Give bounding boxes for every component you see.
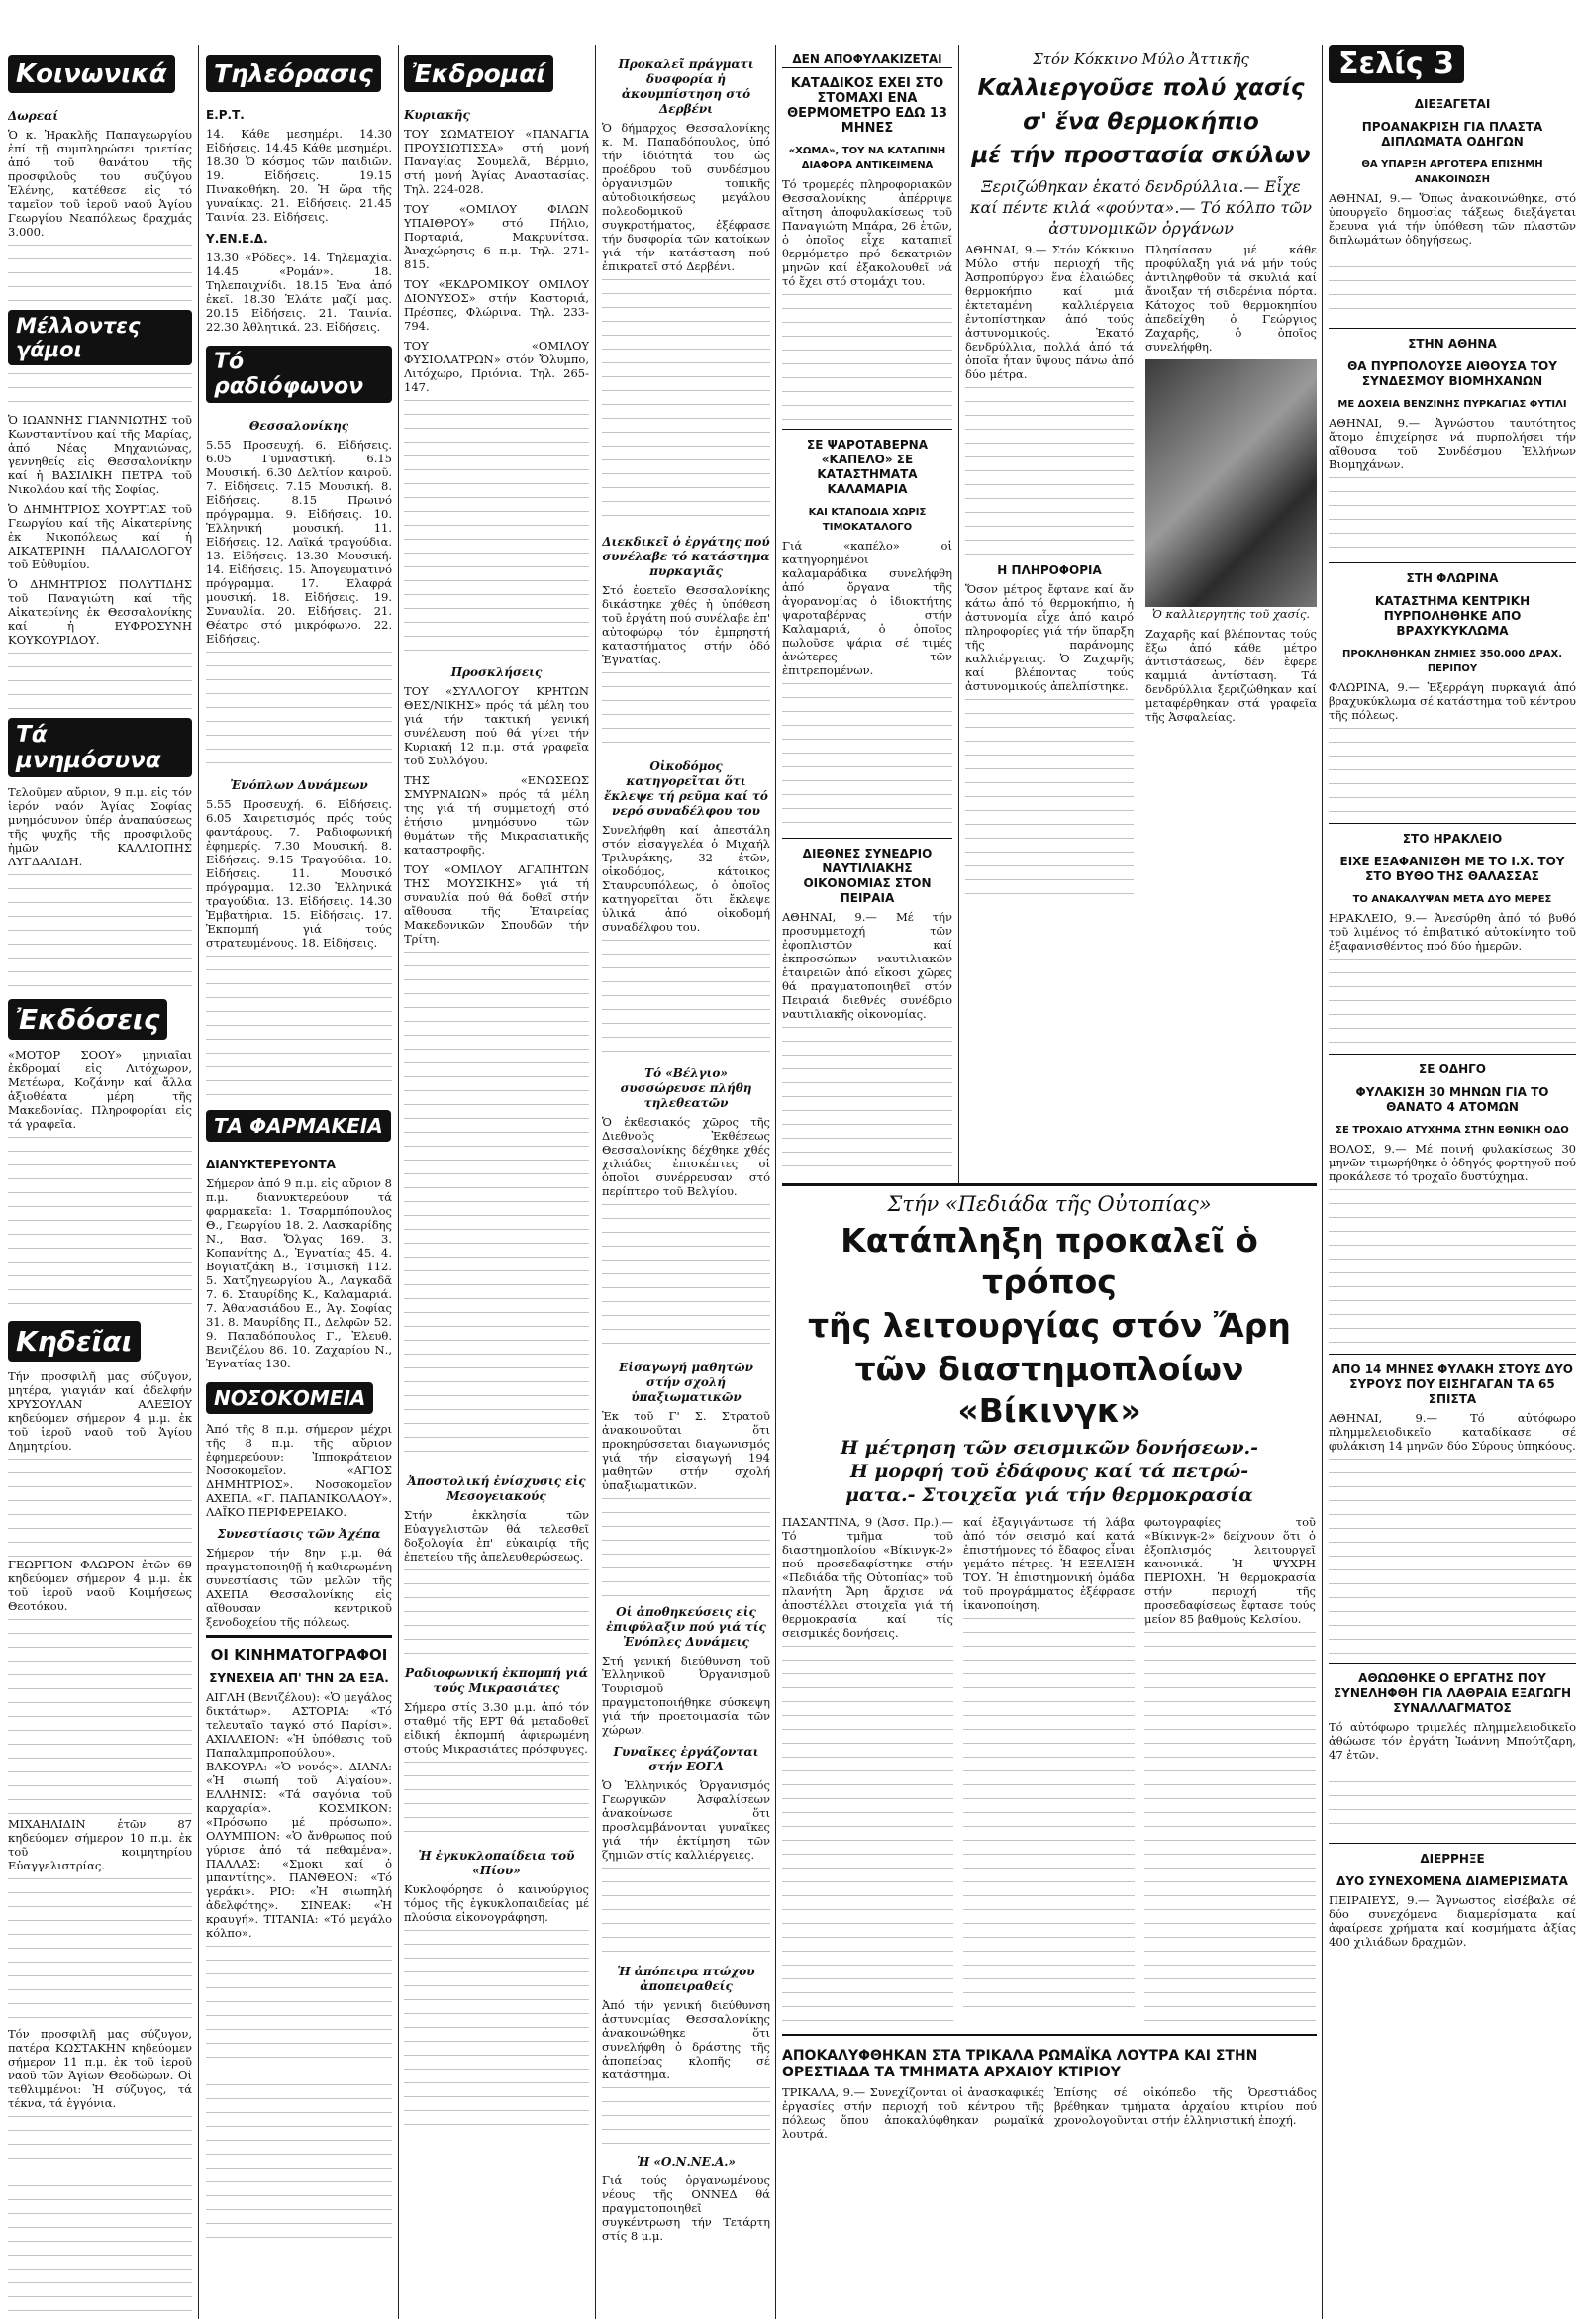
text-block xyxy=(1329,1768,1576,1837)
text-block xyxy=(782,294,952,423)
column-rule xyxy=(958,45,959,1183)
brief-kicker: ΔΙΕΞΑΓΕΤΑΙ xyxy=(1414,97,1491,111)
text-block xyxy=(206,652,392,770)
pharmacies-subheading: ΔΙΑΝΥΚΤΕΡΕΥΟΝΤΑ xyxy=(206,1158,336,1171)
excursion-item: ΤΟΥ «ΟΜΙΛΟΥ ΦΙΛΩΝ ΥΠΑΙΘΡΟΥ» στό Πήλιο, Πορταριά, Μακρυνίτσα. Ἀναχώρησις 6 π.μ. Τηλ. 271-815. xyxy=(404,202,589,271)
column-excursions xyxy=(404,50,589,2317)
article-heading: Ἡ ἀπόπειρα πτώχου ἀποπειραθείς xyxy=(617,1965,755,1993)
sunday-heading: Κυριακῆς xyxy=(404,108,470,122)
pharmacies-list: Σήμερον ἀπό 9 π.μ. εἰς αὔριον 8 π.μ. διανυκτερεύουν τά φαρμακεῖα: 1. Τσαρμπόπουλος Θ., Γεωργίου 18. 2. Λασκαρίδης Ν., Βασ. Ὄλγας 169. 3. Κοπανίτης Δ., Ἐγνατίας 45. 4. Βογιατζάκη Β., Τσιμισκῆ 112. 5. Χατζηγεωργίου Ἀ., Λαγκαδᾶ 7. 6. Σταυρίδης Κ., Καλαμαριά. 7. Ἀθανασιάδου Ε., Ἁγ. Σοφίας 31. 8. Μαυρίδης Π., Δελφῶν 52. 9. Παπαδόπουλος Γ., Ἐλευθ. Βενιζέλου 86. 10. Ζαχαρίου Ν., Ἐγνατίας 130. xyxy=(206,1176,392,1370)
section-header-funerals: Κηδεῖαι xyxy=(8,1321,141,1362)
section-header-social: Κοινωνικά xyxy=(8,55,175,93)
text-block xyxy=(8,373,192,413)
brief-text: ΒΟΛΟΣ, 9.— Μέ ποινή φυλακίσεως 30 μηνῶν τιμωρήθηκε ὁ ὁδηγός φορτηγοῦ πού προκάλεσε τό τροχαῖο δυστύχημα. xyxy=(1329,1142,1576,1183)
article-heading: Οἰκοδόμος κατηγορεῖται ὅτι ἔκλεψε τή ρεῦμα καί τό νερό συναδέλφου του xyxy=(604,759,768,818)
brief-kicker: ΣΕ ΟΔΗΓΟ xyxy=(1419,1062,1486,1076)
text-block xyxy=(1329,477,1576,556)
invitation-item: ΤΟΥ «ΣΥΛΛΟΓΟΥ ΚΡΗΤΩΝ ΘΕΣ/ΝΙΚΗΣ» πρός τά μέλη του γιά τήν τακτική γενική συνέλευση πού θά γίνει τήν Κυριακή 12 π.μ. στά γραφεῖα τοῦ Συλλόγου. xyxy=(404,684,589,767)
text-block xyxy=(602,1498,770,1597)
column-social xyxy=(8,50,192,2317)
column-local-news xyxy=(602,50,770,2317)
article-kicker: ΔΕΝ ΑΠΟΦΥΛΑΚΙΖΕΤΑΙ xyxy=(782,52,952,68)
main-story xyxy=(782,1183,1317,2320)
article-text: Στό ἐφετεῖο Θεσσαλονίκης δικάστηκε χθές ἡ ὑπόθεση τοῦ ἐργάτη πού συνέλαβε ἐπ' αὐτοφώρῳ τόν ἐμπρηστή καταστήματος στήν ὁδό Ἐγνατίας. xyxy=(602,583,770,666)
article-deck: Ξεριζώθηκαν ἑκατό δενδρύλλια.— Εἶχε καί πέντε κιλά «φούντα».— Τό κόλπο τῶν ἀστυνομικῶν ὀργάνων xyxy=(969,177,1312,238)
article-kicker: Στόν Κόκκινο Μύλο Ἀττικῆς xyxy=(1033,51,1249,68)
article-headline: σ' ἕνα θερμοκήπιο xyxy=(1023,109,1259,135)
hospitals-text: Ἀπό τῆς 8 π.μ. σήμερον μέχρι τῆς 8 π.μ. τῆς αὔριον ἐφημερεύουν: Ἰπποκράτειον Νοσοκομεῖον. «ΑΓΙΟΣ ΔΗΜΗΤΡΙΟΣ». Νοσοκομεῖον ΑΧΕΠΑ. «Γ. ΠΑΠΑΝΙΚΟΛΑΟΥ». ΛΑΪΚΟ ΠΕΡΙΦΕΡΕΙΑΚΟ. xyxy=(206,1422,392,1519)
text-block xyxy=(8,874,192,993)
main-deck: Η μορφή τοῦ ἐδάφους καί τά πετρώ- xyxy=(849,1461,1249,1482)
article-headline: μέ τήν προστασία σκύλων xyxy=(971,143,1311,168)
text-block xyxy=(1329,1459,1576,1657)
funeral-notice: ΓΕΩΡΓΙΟΝ ΦΛΩΡΟΝ ἐτῶν 69 κηδεύομεν σήμερον 4 μ.μ. ἐκ τοῦ ἱεροῦ ναοῦ Κοιμήσεως Θεοτόκου. xyxy=(8,1558,192,1613)
funeral-notice: Τήν προσφιλῆ μας σύζυγον, μητέρα, γιαγιάν καί ἀδελφήν ΧΡΥΣΟΥΛΑΝ ΑΛΕΞΙΟΥ κηδεύομεν σήμερον 4 μ.μ. ἐκ τοῦ ἱεροῦ ναοῦ τοῦ Ἁγίου Δημητρίου. xyxy=(8,1369,192,1453)
article-text: ΑΘΗΝΑΙ, 9.— Στόν Κόκκινο Μύλο στήν περιοχή τῆς Ἀσπροπύργου ἕνα ἐλαιώδες θερμοκήπιο καί μιά ἐκτεταμένη καλλιέργεια ἐντοπίστηκαν ἀπό τούς ἀστυνομικούς. Ἑκατό δενδρύλλια, πολλά ἀπό τά ὁποῖα ἦταν ὕψους πάνω ἀπό δύο μέτρα. xyxy=(965,243,1134,381)
excursion-item: ΤΟΥ ΣΩΜΑΤΕΙΟΥ «ΠΑΝΑΓΙΑ ΠΡΟΥΣΙΩΤΙΣΣΑ» στή μονή Παναγίας Σουμελᾶ, Βέρμιο, στή μονή Ἁγίας Αναστασίας. Τηλ. 224-028. xyxy=(404,127,589,196)
text-block xyxy=(963,1618,1135,2014)
article-text: Σήμερα στίς 3.30 μ.μ. ἀπό τόν σταθμό τῆς ΕΡΤ θά μεταδοθεῖ εἰδική ἐκπομπή ἀφιερωμένη στούς Μικρασιάτες πρόσφυγες. xyxy=(404,1700,589,1756)
text-block xyxy=(1329,728,1576,817)
secondary-headline: ΑΠΟΚΑΛΥΦΘΗΚΑΝ ΣΤΑ ΤΡΙΚΑΛΑ ΡΩΜΑΪΚΑ ΛΟΥΤΡΑ ΚΑΙ ΣΤΗΝ ΟΡΕΣΤΙΑΔΑ ΤΑ ΤΜΗΜΑΤΑ ΑΡΧΑΙΟΥ ΚΤΙΡΙΟΥ xyxy=(782,2048,1258,2080)
text-block xyxy=(965,699,1134,897)
article-text: Πλησίασαν μέ κάθε προφύλαξη γιά νά μήν τούς ἀντιληφθοῦν τά σκυλιά καί ἄνοιξαν τή σιδερένια πόρτα. Κάτοχος τοῦ θερμοκηπίου ἀπεδείχθη ὁ Γεώργιος Ζαχαρῆς, ὁ ὁποῖος συνελήφθη. xyxy=(1145,243,1317,354)
article-text: Τό τρομερές πληροφοριακῶν Θεσσαλονίκης ἀπέρριψε αἴτηση ἀποφυλακίσεως τοῦ Παναγιώτη Μπάρα, 26 ἐτῶν, ὁ ὁποῖος εἶχε καταπιεῖ θερμόμετρο πρό δεκατριῶν μηνῶν καί ἐξακολουθεῖ νά τό ἔχει στό στομάχι του. xyxy=(782,177,952,288)
wedding-notice: Ὁ ΔΗΜΗΤΡΙΟΣ ΧΟΥΡΤΙΑΣ τοῦ Γεωργίου καί τῆς Αἰκατερίνης ἐκ Νικοπόλεως καί ἡ ΑΙΚΑΤΕΡΙΝΗ ΠΑΛΑΙΟΛΟΓΟΥ τοῦ Εὐθυμίου. xyxy=(8,502,192,571)
article-body xyxy=(965,243,1317,876)
secondary-story xyxy=(782,2034,1317,2147)
brief-subheadline: ΘΑ ΥΠΑΡΞΗ ΑΡΓΟΤΕΡΑ ΕΠΙΣΗΜΗ ΑΝΑΚΟΙΝΩΣΗ xyxy=(1361,159,1543,185)
brief-kicker: ΣΤΗΝ ΑΘΗΝΑ xyxy=(1408,337,1497,351)
article-text: Κυκλοφόρησε ὁ καινούργιος τόμος τῆς ἐγκυκλοπαιδείας μέ πλούσια εἰκονογράφηση. xyxy=(404,1882,589,1924)
main-kicker: Στήν «Πεδιάδα τῆς Οὐτοπίας» xyxy=(887,1192,1212,1216)
secondary-text: ΤΡΙΚΑΛΑ, 9.— Συνεχίζονται οἱ ἀνασκαφικές ἐργασίες στήν περιοχή τοῦ κέντρου τῆς πόλεως ὅπου ἀποκαλύφθηκαν ρωμαϊκά λουτρά. xyxy=(782,2085,1044,2141)
column-rule xyxy=(1322,45,1323,2319)
section-header-cinemas: ΟΙ ΚΙΝΗΜΑΤΟΓΡΑΦΟΙ xyxy=(210,1646,388,1664)
article-heading: Ἡ ἐγκυκλοπαίδεια τοῦ «Πίου» xyxy=(418,1849,575,1877)
article-text: Ὁ ἐκθεσιακός χῶρος τῆς Διεθνοῦς Ἐκθέσεως Θεσσαλονίκης δέχθηκε χθές χιλιάδες ἐπισκέπτες οἱ ὁποῖοι συνέρρευσαν στό περίπτερο τοῦ Βελγίου. xyxy=(602,1115,770,1198)
brief-headline: ΑΘΩΩΘΗΚΕ Ο ΕΡΓΑΤΗΣ ΠΟΥ ΣΥΝΕΛΗΦΘΗ ΓΙΑ ΛΑΘΡΑΙΑ ΕΞΑΓΩΓΗ ΣΥΝΑΛΛΑΓΜΑΤΟΣ xyxy=(1333,1671,1572,1715)
main-deck: Η μέτρηση τῶν σεισμικῶν δονήσεων.- xyxy=(840,1437,1259,1459)
section-header-departures: Ἐκδόσεις xyxy=(8,999,167,1040)
article-text: Ὁ Ἐλληνικός Ὀργανισμός Γεωργικῶν Ἀσφαλίσεων ἀνακοίνωσε ὅτι προσλαμβάνονται γυναῖκες γιά τήν ἐκτίμηση τῶν ζημιῶν στίς καλλιέργειες. xyxy=(602,1778,770,1862)
page-number: 3 xyxy=(1434,47,1454,81)
text-block xyxy=(602,279,770,527)
article-headline: ΔΙΕΘΝΕΣ ΣΥΝΕΔΡΙΟ ΝΑΥΤΙΛΙΑΚΗΣ ΟΙΚΟΝΟΜΙΑΣ ΣΤΟΝ ΠΕΙΡΑΙΑ xyxy=(802,847,933,905)
brief-text: ΑΘΗΝΑΙ, 9.— Ὅπως ἀνακοινώθηκε, στό ὑπουργεῖο δημοσίας τάξεως διεξάγεται ἔρευνα γιά τήν ὑπόθεση τῶν πλαστῶν διπλωμάτων ὁδηγήσεως. xyxy=(1329,191,1576,247)
article-headline: ΚΑΤΑΔΙΚΟΣ ΕΧΕΙ ΣΤΟ ΣΤΟΜΑΧΙ ΕΝΑ ΘΕΡΜΟΜΕΤΡΟ ΕΔΩ 13 ΜΗΝΕΣ xyxy=(787,76,947,136)
text-block xyxy=(8,2116,192,2317)
invitations-heading: Προσκλήσεις xyxy=(450,665,543,679)
article-heading: Προκαλεῖ πράγματι δυσφορία ἡ ἀκουμπίστηση στό Δερβένι xyxy=(618,57,754,116)
brief-headline: ΠΡΟΑΝΑΚΡΙΣΗ ΓΙΑ ΠΛΑΣΤΑ ΔΙΠΛΩΜΑΤΑ ΟΔΗΓΩΝ xyxy=(1361,120,1543,149)
text-block xyxy=(782,683,952,832)
column-briefs xyxy=(1329,45,1576,2312)
main-text: καί ἐξαγιγάντωσε τή λάβα ἀπό τόν σεισμό καί κατά ἐπιστήμονες τό ἔδαφος εἶναι γεμάτο πέτρες. Ἡ ΕΞΕΛΙΞΗ ΤΟΥ. Ἡ ἐπιστημονική ὁμάδα τοῦ προγράμματος ἐξέφρασε ἱκανοποίηση. xyxy=(963,1515,1135,1612)
article-text: Συνελήφθη καί ἀπεστάλη στόν εἰσαγγελέα ὁ Μιχαήλ Τριλυράκης, 32 ἐτῶν, οἰκοδόμος, κάτοικος Σταυρουπόλεως, ὁ ὁποῖος κατηγορεῖται ὅτι ἔκλεψε ὑλικά ἀπό οἰκοδομή συναδέλφου του. xyxy=(602,823,770,934)
article-subheading: Η ΠΛΗΡΟΦΟΡΙΑ xyxy=(997,563,1102,577)
column-hashish-story xyxy=(965,45,1317,1173)
section-header-weddings: Μέλλοντες γάμοι xyxy=(8,310,192,365)
photo-caption: Ὁ καλλιεργητής τοῦ χασίς. xyxy=(1151,607,1311,621)
ahepa-heading: Συνεστίασις τῶν Ἀχέπα xyxy=(217,1527,381,1541)
column-rule xyxy=(198,45,199,2319)
column-thermometer-story xyxy=(782,45,952,1173)
article-heading: Διεκδικεῖ ὁ ἐργάτης πού συνέλαβε τό κατάστημα πυρκαγιᾶς xyxy=(602,535,770,578)
text-block xyxy=(404,952,589,1466)
section-header-memorials: Τά μνημόσυνα xyxy=(8,718,192,777)
brief-text: ΑΘΗΝΑΙ, 9.— Τό αὐτόφωρο πλημμελειοδικεῖο καταδίκασε σέ φυλάκιση 14 μηνῶν δύο Σύρους ὑπηκόους. xyxy=(1329,1411,1576,1453)
article-text: Ὅσον μέτρος ἔφτανε καί ἄν κάτω ἀπό τό θερμοκήπιο, ἡ ἀστυνομία εἶχε ἀπό καιρό πληροφορίες γιά τήν ὕπαρξη τῆς παράνομης καλλιέργειας. Ὁ Ζαχαρῆς καί βλέποντας τούς ἀστυνομικούς ἀπελπίστηκε. xyxy=(965,582,1134,693)
main-deck: ματα.- Στοιχεῖα γιά τήν θερμοκρασία xyxy=(845,1484,1253,1506)
article-heading: Οἱ ἀποθηκεύσεις εἰς ἐπιφύλαξιν πού γιά τίς Ἐνόπλες Δυνάμεις xyxy=(606,1605,766,1649)
tv-channel-yened: Υ.ΕΝ.Ε.Δ. xyxy=(206,232,268,246)
article-subheadline: «ΧΩΜΑ», ΤΟΥ ΝΑ ΚΑΤΑΠΙΝΗ ΔΙΑΦΟΡΑ ΑΝΤΙΚΕΙΜΕΝΑ xyxy=(788,146,946,171)
brief-headline: ΔΥΟ ΣΥΝΕΧΟΜΕΝΑ ΔΙΑΜΕΡΙΣΜΑΤΑ xyxy=(1336,1874,1568,1888)
text-block xyxy=(8,245,192,304)
invitation-item: ΤΗΣ «ΕΝΩΣΕΩΣ ΣΜΥΡΝΑΙΩΝ» πρός τά μέλη της γιά τή συμμετοχή στό ἐτήσιο μνημόσυνο τῶν θυμάτων τῆς Μικρασιατικῆς καταστροφῆς. xyxy=(404,773,589,857)
excursion-item: ΤΟΥ «ΟΜΙΛΟΥ ΦΥΣΙΟΛΑΤΡΩΝ» στόν Ὄλυμπο, Λιτόχωρο, Πριόνια. Τηλ. 265-147. xyxy=(404,339,589,394)
article-text: Γιά «καπέλο» οἱ κατηγορημένοι καλαμαράδικα συνελήφθη ἀπό ὄργανα τῆς ἀγορανομίας ὁ ἰδιοκτήτης ψαροταβέρνας στήν Καλαμαριά, ὁ ὁποῖος πωλοῦσε ψάρια σέ τιμές ἀνώτερες τῶν ἐπιτρεπομένων. xyxy=(782,539,952,677)
article-headline: Καλλιεργοῦσε πολύ χασίς xyxy=(977,75,1305,101)
invitation-item: ΤΟΥ «ΟΜΙΛΟΥ ΑΓΑΠΗΤΩΝ ΤΗΣ ΜΟΥΣΙΚΗΣ» γιά τή συναυλία πού θά δοθεῖ στήν αἴθουσα τῆς Ἑταιρείας Μακεδονικῶν Σπουδῶν τήν Τρίτη. xyxy=(404,862,589,946)
secondary-text: Ἐπίσης σέ οἰκόπεδο τῆς Ὀρεστιάδος βρέθηκαν τμήματα ἀρχαίου κτιρίου πού χρονολογοῦνται στήν ἑλληνιστική ἐποχή. xyxy=(1054,2085,1317,2127)
wedding-notice: Ὁ ΙΩΑΝΝΗΣ ΓΙΑΝΝΙΩΤΗΣ τοῦ Κωνσταντίνου καί τῆς Μαρίας, ἀπό Νέας Μηχανιώνας, γεννηθείς εἰς Θεσσαλονίκην καί ἡ ΒΑΣΙΛΙΚΗ ΠΕΤΡΑ τοῦ Νικολάου καί τῆς Σοφίας. xyxy=(8,413,192,496)
text-block xyxy=(8,1878,192,2027)
section-header-radio: Τό ραδιόφωνον xyxy=(206,346,392,403)
text-block xyxy=(8,653,192,712)
main-text: φωτογραφίες τοῦ «Βίκινγκ-2» δείχνουν ὅτι ὁ ἐξοπλισμός λειτουργεῖ κανονικά. Ἡ ΨΥΧΡΗ ΠΕΡΙΟΧΗ. Ἡ θερμοκρασία στήν περιοχή τῆς προσεδαφίσεως ἔφτασε τούς μείον 85 βαθμούς Κελσίου. xyxy=(1144,1515,1316,1626)
brief-text: ΑΘΗΝΑΙ, 9.— Ἀγνώστου ταυτότητος ἄτομο ἐπιχείρησε νά πυρπολήσει τήν αἴθουσα τοῦ Συνδέσμου Ἑλλήνων Βιομηχάνων. xyxy=(1329,416,1576,471)
main-headline: τῶν διαστημοπλοίων «Βίκινγκ» xyxy=(854,1350,1244,1430)
brief-text: Τό αὐτόφωρο τριμελές πλημμελειοδικεῖο ἀθώωσε τόν ἐργάτη Ἰωάννη Μπούτζαρη, 47 ἐτῶν. xyxy=(1329,1720,1576,1762)
brief-headline: ΘΑ ΠΥΡΠΟΛΟΥΣΕ ΑΙΘΟΥΣΑ ΤΟΥ ΣΥΝΔΕΣΜΟΥ ΒΙΟΜΗΧΑΝΩΝ xyxy=(1347,359,1557,388)
excursion-item: ΤΟΥ «ΕΚΔΡΟΜΙΚΟΥ ΟΜΙΛΟΥ ΔΙΟΝΥΣΟΣ» στήν Καστοριά, Πρέσπες, Φλώρινα. Τηλ. 233-794. xyxy=(404,277,589,333)
text-block xyxy=(602,2087,770,2147)
ahepa-text: Σήμερον τήν 8ην μ.μ. θά πραγματοποιηθῇ ἡ καθιερωμένη συνεστίασις τῶν μελῶν τῆς ΑΧΕΠΑ Θεσσαλονίκης εἰς αἴθουσαν κεντρικοῦ ξενοδοχείου τῆς πόλεως. xyxy=(206,1546,392,1629)
text-block xyxy=(1329,959,1576,1048)
radio-schedule-thess: 5.55 Προσευχή. 6. Εἰδήσεις. 6.05 Γυμναστική. 6.15 Μουσική. 6.30 Δελτίον καιροῦ. 7. Εἰδήσεις. 7.15 Μουσική. 8. Εἰδήσεις. 8.15 Πρωινό πρόγραμμα. 9. Εἰδήσεις. 10. Ἑλληνική μουσική. 11. Εἰδήσεις. 12. Λαϊκά τραγούδια. 13. Εἰδήσεις. 13.30 Μουσική. 14. Εἰδήσεις. 15. Ἀπογευματινό πρόγραμμα. 17. Ἐλαφρά μουσική. 18. Εἰδήσεις. 19. Συναυλία. 20. Εἰδήσεις. 21. Θέατρο στό μικρόφωνο. 22. Εἰδήσεις. xyxy=(206,438,392,646)
section-header-tv: Τηλεόρασις xyxy=(206,55,381,92)
tv-channel-ert: Ε.Ρ.Τ. xyxy=(206,108,245,122)
section-header-hospitals: ΝΟΣΟΚΟΜΕΙΑ xyxy=(206,1382,373,1414)
main-text: ΠΑΣΑΝΤΙΝΑ, 9 (Ἀσσ. Πρ.).— Τό τμῆμα τοῦ διαστημοπλοίου «Βίκινγκ-2» πού προσεδαφίστηκε στήν «Πεδιάδα τῆς Οὐτοπίας» τοῦ πλανήτη Ἄρη ἄρχισε νά ἀποστέλλει στοιχεῖα γιά τή θερμοκρασία καί τίς σεισμικές δονήσεις. xyxy=(782,1515,953,1640)
brief-text: ΗΡΑΚΛΕΙΟ, 9.— Ἀνεσύρθη ἀπό τό βυθό τοῦ λιμένος τό ἐπιβατικό αὐτοκίνητο τοῦ ἐξαφανισθέντος πρό δύο ἡμερῶν. xyxy=(1329,911,1576,953)
cinemas-list: ΑΙΓΛΗ (Βενιζέλου): «Ὁ μεγάλος δικτάτωρ». ΑΣΤΟΡΙΑ: «Τό τελευταῖο ταγκό στό Παρίσι». ΑΧΙΛΛΕΙΟΝ: «Ἡ ὑπόθεσις τοῦ Παπαλαμπροπούλου». ΒΑΚΟΥΡΑ: «Ὁ νονός». ΔΙΑΝΑ: «Ἡ σιωπή τοῦ Αἰγαίου». ΕΛΛΗΝΙΣ: «Τά σαγόνια τοῦ καρχαρία». ΚΟΣΜΙΚΟΝ: «Πρόσωπο μέ πρόσωπο». ΟΛΥΜΠΙΟΝ: «Ὁ ἄνθρωπος πού γύρισε ἀπό τά πεθαμένα». ΠΑΛΛΑΣ: «Σμοκι καί ὁ μπαντίτης». ΠΑΝΘΕΟΝ: «Τό γεράκι». ΡΙΟ: «Ἡ σιωπηλή ἀδελφότης». ΣΙΝΕΑΚ: «Ἡ κραυγή». ΤΙΤΑΝΙΑ: «Τό μεγάλο κόλπο». xyxy=(206,1690,392,1940)
memorial-notice: Τελοῦμεν αὔριον, 9 π.μ. εἰς τόν ἱερόν ναόν Ἁγίας Σοφίας μνημόσυνον ὑπέρ ἀναπαύσεως τῆς ψυχῆς τῆς προσφιλοῦς ἡμῶν ΚΑΛΛΙΟΠΗΣ ΛΥΓΔΑΛΙΔΗ. xyxy=(8,785,192,868)
article-heading: Ραδιοφωνική ἐκπομπή γιά τούς Μικρασιάτες xyxy=(405,1667,588,1695)
funeral-notice: ΜΙΧΑΗΛΙΔΙΝ ἐτῶν 87 κηδεύομεν σήμερον 10 π.μ. ἐκ τοῦ κοιμητηρίου Εὐαγγελιστρίας. xyxy=(8,1817,192,1872)
text-block xyxy=(404,1569,589,1659)
text-block xyxy=(782,1646,953,2022)
text-block xyxy=(602,672,770,752)
text-block xyxy=(206,956,392,1104)
article-text: Στήν ἐκκλησία τῶν Εὐαγγελιστῶν θά τελεσθεῖ δοξολογία ἐπ' εὐκαιρίᾳ τῆς ἐπετείου τῆς ἀπελευθερώσεως. xyxy=(404,1508,589,1564)
funeral-notice: Τόν προσφιλῆ μας σύζυγον, πατέρα ΚΩΣΤΑΚΗΝ κηδεύομεν σήμερον 11 π.μ. ἐκ τοῦ ἱεροῦ ναοῦ τῶν Ἁγίων Θεοδώρων. Οἱ τεθλιμμένοι: Ἡ σύζυγος, τά τέκνα, τά ἐγγόνια. xyxy=(8,2027,192,2110)
cinemas-subheading: ΣΥΝΕΧΕΙΑ ΑΠ' ΤΗΝ 2Α ΕΞΑ. xyxy=(209,1671,389,1685)
article-headline: ΣΕ ΨΑΡΟΤΑΒΕΡΝΑ «ΚΑΠΕΛΟ» ΣΕ ΚΑΤΑΣΤΗΜΑΤΑ ΚΑΛΑΜΑΡΙΑ xyxy=(807,438,928,496)
brief-subheadline: ΣΕ ΤΡΟΧΑΙΟ ΑΤΥΧΗΜΑ ΣΤΗΝ ΕΘΝΙΚΗ ΟΔΟ xyxy=(1336,1125,1569,1136)
text-block xyxy=(404,1930,589,2128)
gifts-text: Ὁ κ. Ἡρακλῆς Παπαγεωργίου ἐπί τῇ συμπληρώσει τριετίας ἀπό τοῦ θανάτου τῆς προσφιλοῦς του συζύγου Ἐλένης, κατέθεσε εἰς τό ταμεῖον τοῦ ἱεροῦ ναοῦ Ἁγίου Γεωργίου Νεαπόλεως δραχμάς 3.000. xyxy=(8,128,192,239)
radio-station-thess: Θεσσαλονίκης xyxy=(248,419,349,433)
text-block xyxy=(404,1762,589,1841)
article-text: Γιά τούς ὀργανωμένους νέους τῆς ΟΝΝΕΔ θά πραγματοποιηθεῖ συγκέντρωση τήν Τετάρτη στίς 8 μ.μ. xyxy=(602,2173,770,2243)
brief-subheadline: ΜΕ ΔΟΧΕΙΑ ΒΕΝΖΙΝΗΣ ΠΥΡΚΑΓΙΑΣ ΦΥΤΙΛΙ xyxy=(1337,399,1567,410)
departure-notice: «ΜΟΤΟΡ ΣΟΟΥ» μηνιαῖαι ἐκδρομαί εἰς Λιτόχωρον, Μετέωρα, Κοζάνην καί ἄλλα ἀξιοθέατα μέρη τῆς Μακεδονίας. Πληροφορίαι εἰς τά γραφεῖα. xyxy=(8,1048,192,1131)
brief-headline: ΕΙΧΕ ΕΞΑΦΑΝΙΣΘΗ ΜΕ ΤΟ Ι.Χ. ΤΟΥ ΣΤΟ ΒΥΘΟ ΤΗΣ ΘΑΛΑΣΣΑΣ xyxy=(1339,855,1565,883)
column-rule xyxy=(398,45,399,2319)
text-block xyxy=(8,1137,192,1315)
column-tv-radio xyxy=(206,50,392,2317)
article-subheadline: ΚΑΙ ΚΤΑΠΟΔΙΑ ΧΩΡΙΣ ΤΙΜΟΚΑΤΑΛΟΓΟ xyxy=(808,507,927,533)
main-headline: Κατάπληξη προκαλεῖ ὁ τρόπος xyxy=(841,1221,1258,1301)
column-rule xyxy=(595,45,596,2319)
text-block xyxy=(1329,253,1576,322)
article-text: Στή γενική διεύθυνση τοῦ Ἐλληνικοῦ Ὀργανισμοῦ Τουρισμοῦ πραγματοποιήθηκε σύσκεψη γιά τήν προετοιμασία τῶν χώρων. xyxy=(602,1654,770,1737)
text-block xyxy=(602,1868,770,1957)
article-text: Ἀπό τήν γενική διεύθυνση ἀστυνομίας Θεσσαλονίκης ἀνακοινώθηκε ὅτι συνελήφθη ὁ δράστης τῆς ἀποπείρας κλοπῆς σέ κατάστημα. xyxy=(602,1998,770,2081)
radio-station-armed: Ἐνόπλων Δυνάμεων xyxy=(230,778,368,792)
wedding-notice: Ὁ ΔΗΜΗΤΡΙΟΣ ΠΟΛΥΤΙΔΗΣ τοῦ Παναγιώτη καί τῆς Αἰκατερίνης ἐκ Θεσσαλονίκης καί ἡ ΕΥΦΡΟΣΥΝΗ ΚΟΥΚΟΥΡΙΔΟΥ. xyxy=(8,577,192,647)
text-block xyxy=(602,940,770,1059)
text-block xyxy=(8,1459,192,1558)
article-text: Ζαχαρῆς καί βλέποντας τούς ἔξω ἀπό κάθε μέτρο ἀντιστάσεως, δέν ἔφερε καμμιά ἀντίσταση. Τά δενδρύλλια ξεριζώθηκαν καί μεταφέρθηκαν στά γραφεῖα τῆς Ἀσφαλείας. xyxy=(1145,627,1317,724)
text-block xyxy=(8,1619,192,1817)
article-text: ΑΘΗΝΑΙ, 9.— Μέ τήν προσυμμετοχή τῶν ἐφοπλιστῶν καί ἐκπροσώπων ναυτιλιακῶν ἑταιρειῶν ἀπό εἴκοσι χῶρες θά πραγματοποιηθεῖ στόν Πειραιά διεθνές συνέδριο ναυτιλιακῆς οἰκονομίας. xyxy=(782,910,952,1021)
article-heading: Ἡ «Ο.Ν.ΝΕ.Α.» xyxy=(637,2155,736,2169)
article-heading: Γυναῖκες ἐργάζονται στήν ΕΟΓΑ xyxy=(613,1745,759,1773)
brief-headline: ΦΥΛΑΚΙΣΗ 30 ΜΗΝΩΝ ΓΙΑ ΤΟ ΘΑΝΑΤΟ 4 ΑΤΟΜΩΝ xyxy=(1355,1085,1549,1114)
page-logo xyxy=(1329,45,1464,83)
text-block xyxy=(602,1204,770,1353)
text-block xyxy=(1329,1189,1576,1348)
brief-subheadline: ΤΟ ΑΝΑΚΑΛΥΨΑΝ ΜΕΤΑ ΔΥΟ ΜΕΡΕΣ xyxy=(1352,894,1552,905)
brief-subheadline: ΠΡΟΚΛΗΘΗΚΑΝ ΖΗΜΙΕΣ 350.000 ΔΡΑΧ. ΠΕΡΙΠΟΥ xyxy=(1341,649,1563,674)
brief-text: ΠΕΙΡΑΙΕΥΣ, 9.— Ἄγνωστος εἰσέβαλε σέ δύο συνεχόμενα διαμερίσματα καί ἀφαίρεσε χρήματα καί κοσμήματα ἀξίας 400 χιλιάδων δραχμῶν. xyxy=(1329,1893,1576,1949)
tv-schedule-ert: 14. Κάθε μεσημέρι. 14.30 Εἰδήσεις. 14.45 Κάθε μεσημέρι. 18.30 Ὁ κόσμος τῶν παιδιῶν. 19. Εἰδήσεις. 19.15 Πινακοθήκη. 20. Ἡ ὥρα τῆς γυναίκας. 21. Εἰδήσεις. 21.45 Ταινία. 23. Εἰδήσεις. xyxy=(206,127,392,224)
article-heading: Τό «Βέλγιο» συσσώρευσε πλήθη τηλεθεατῶν xyxy=(620,1066,752,1110)
main-headline: τῆς λειτουργίας στόν Ἄρη xyxy=(808,1306,1291,1345)
column-rule xyxy=(775,45,776,2319)
article-text: Ὁ δήμαρχος Θεσσαλονίκης κ. Μ. Παπαδόπουλος, ὑπό τήν ἰδιότητά του ὡς προέδρου τοῦ συνδέσμου ὀργανισμῶν τοπικῆς αὐτοδιοικήσεως μεγάλου πολεοδομικοῦ συγκροτήματος, ἐξέφρασε τήν δυσφορία τῶν κατοίκων γιά τήν κατάσταση πού ἐπικρατεῖ στό Δερβένι. xyxy=(602,121,770,273)
text-block xyxy=(404,400,589,657)
brief-kicker: ΔΙΕΡΡΗΞΕ xyxy=(1420,1852,1485,1866)
article-heading: Εἰσαγωγή μαθητῶν στήν σχολή ὑπαξιωματικῶν xyxy=(619,1361,753,1404)
text-block xyxy=(1144,1632,1316,2028)
brief-headline: ΑΠΟ 14 ΜΗΝΕΣ ΦΥΛΑΚΗ ΣΤΟΥΣ ΔΥΟ ΣΥΡΟΥΣ ΠΟΥ ΕΙΣΗΓΑΓΑΝ ΤΑ 65 ΣΠΙΣΤΑ xyxy=(1332,1363,1573,1406)
section-header-excursions: Ἐκδρομαί xyxy=(404,55,553,92)
brief-text: ΦΛΩΡΙΝΑ, 9.— Ἐξερράγη πυρκαγιά ἀπό βραχυκύκλωμα σέ κατάστημα τοῦ κέντρου τῆς πόλεως. xyxy=(1329,680,1576,722)
text-block xyxy=(782,1027,952,1173)
page-logo-word: Σελίς xyxy=(1338,47,1424,81)
grower-photo xyxy=(1145,359,1317,607)
article-heading: Ἀποστολική ἐνίσχυσις εἰς Μεσογειακούς xyxy=(407,1474,586,1503)
main-body xyxy=(782,1515,1317,2028)
text-block xyxy=(206,1946,392,2243)
brief-kicker: ΣΤΗ ΦΛΩΡΙΝΑ xyxy=(1406,571,1499,585)
gifts-heading: Δωρεαί xyxy=(8,109,59,123)
text-block xyxy=(965,387,1134,556)
brief-kicker: ΣΤΟ ΗΡΑΚΛΕΙΟ xyxy=(1402,832,1503,846)
radio-schedule-armed: 5.55 Προσευχή. 6. Εἰδήσεις. 6.05 Χαιρετισμός πρός τούς φαντάρους. 7. Ραδιοφωνική ἐφημερίς. 7.30 Μουσική. 8. Εἰδήσεις. 9.15 Τραγούδια. 10. Εἰδήσεις. 11. Μουσικό πρόγραμμα. 12.30 Ἐλληνικά τραγούδια. 13. Εἰδήσεις. 14.30 Ἐμβατήρια. 15. Εἰδήσεις. 17. Ἐκπομπή γιά τούς στρατευμένους. 18. Εἰδήσεις. xyxy=(206,797,392,950)
brief-headline: ΚΑΤΑΣΤΗΜΑ ΚΕΝΤΡΙΚΗ ΠΥΡΠΟΛΗΘΗΚΕ ΑΠΟ ΒΡΑΧΥΚΥΚΛΩΜΑ xyxy=(1374,594,1531,638)
section-header-pharmacies: ΤΑ ΦΑΡΜΑΚΕΙΑ xyxy=(206,1110,391,1142)
tv-schedule-yened: 13.30 «Ρόδες». 14. Τηλεμαχία. 14.45 «Ρομάν». 18. Τηλεπαιχνίδι. 18.15 Ἐνα ἀπό ἐκεῖ. 18.30 Ἐλάτε μαζί μας. 20.15 Εἰδήσεις. 21. Ταινία. 22.30 Ἀθλητικά. 23. Εἰδήσεις. xyxy=(206,251,392,334)
article-text: Ἐκ τοῦ Γ' Σ. Στρατοῦ ἀνακοινοῦται ὅτι προκηρύσσεται διαγωνισμός γιά τήν εἰσαγωγή 194 μαθητῶν στήν σχολή ὑπαξιωματικῶν. xyxy=(602,1409,770,1492)
